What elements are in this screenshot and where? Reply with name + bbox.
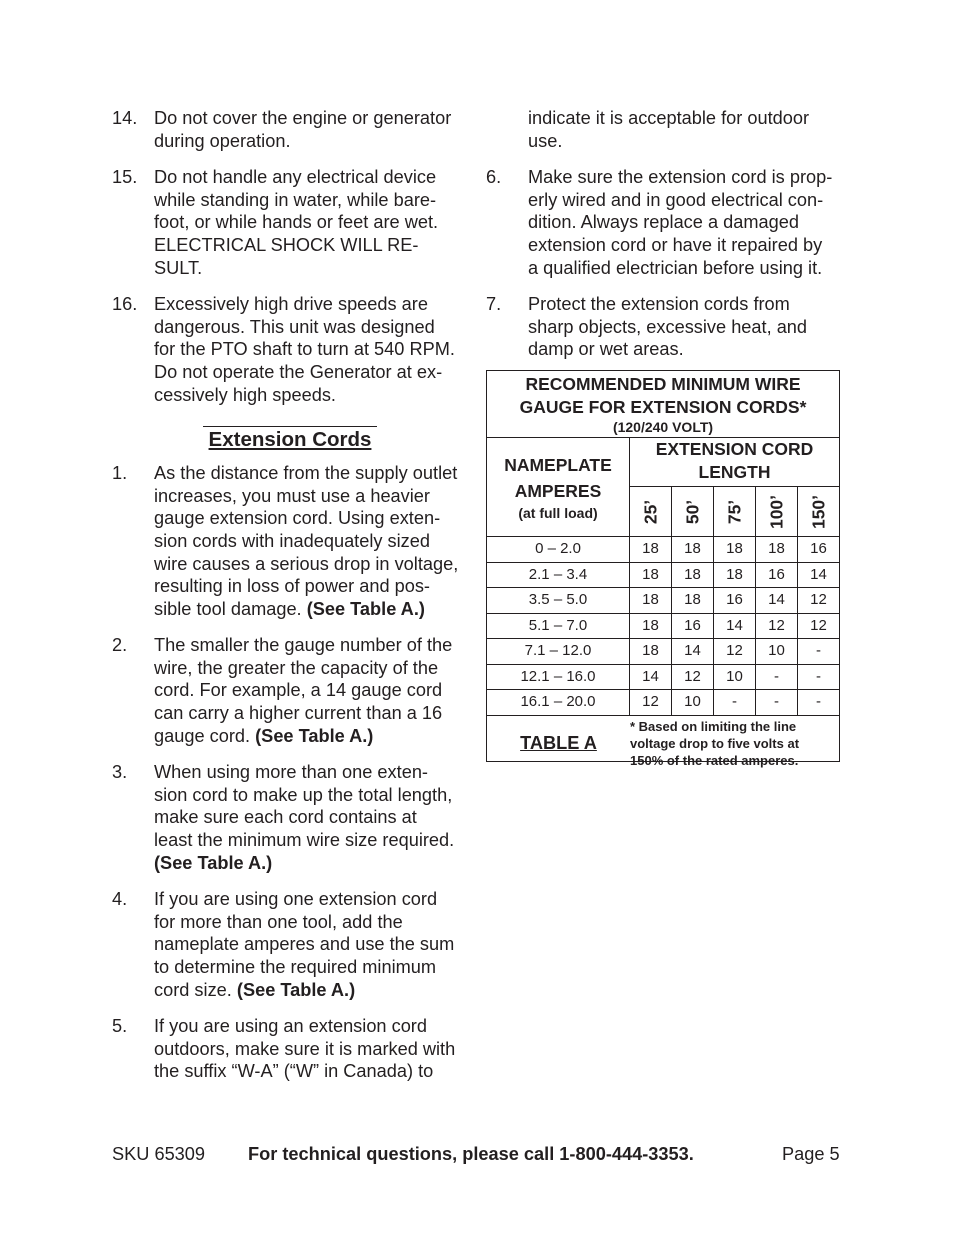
text-line: indicate it is acceptable for outdoor [528, 108, 810, 128]
gauge-cell: 18 [714, 563, 756, 588]
gauge-cell: 16 [756, 563, 798, 588]
length-columns [630, 487, 839, 536]
table-reference: (See Table A.) [236, 979, 356, 1000]
table-row [487, 690, 839, 716]
length-column-header [672, 487, 714, 536]
length-column-header [798, 487, 839, 536]
text-line: increases, you must use a heavier [154, 485, 430, 506]
safety-list [112, 107, 472, 406]
table-title [487, 371, 839, 438]
length-label: 75’ [724, 499, 744, 524]
gauge-cell: 18 [756, 537, 798, 562]
gauge-values [630, 690, 839, 715]
table-label: TABLE A [520, 732, 597, 753]
amperage-range: 5.1 – 7.0 [487, 614, 630, 639]
text-line: cord size. [154, 979, 232, 1000]
item-text [154, 888, 472, 1001]
text-line: gauge cord. [154, 725, 251, 746]
text-line: outdoors, make sure it is marked with [154, 1038, 456, 1059]
item-number: 3. [112, 762, 128, 783]
gauge-cell: 16 [810, 540, 827, 557]
item-text [154, 634, 472, 747]
list-item [112, 1015, 472, 1083]
table-row [487, 639, 839, 665]
gauge-cell: 16 [714, 588, 756, 613]
extension-cord-list [112, 462, 472, 1083]
footer-sku: SKU 65309 [112, 1144, 206, 1164]
gauge-cell: - [816, 642, 821, 659]
item-number: 6. [486, 167, 502, 188]
text-line: foot, or while hands or feet are wet. [154, 212, 439, 233]
amperage-range: 2.1 – 3.4 [487, 563, 630, 588]
footnote-line: * Based on limiting the line [630, 718, 797, 734]
gauge-cell: 18 [630, 563, 672, 588]
gauge-cell: - [816, 693, 821, 710]
full-load-label: (at full load) [518, 505, 598, 521]
footnote-line: 150% of the rated amperes. [630, 752, 799, 768]
text-line-with-ref [154, 598, 472, 621]
list-item [112, 293, 472, 406]
table-row [487, 665, 839, 691]
text-line: dangerous. This unit was designed [154, 316, 435, 337]
extension-cord-list-continued [486, 166, 842, 361]
gauge-cell: 18 [714, 537, 756, 562]
gauge-cell: 12 [810, 616, 827, 634]
list-item [486, 293, 842, 361]
length-label: 25’ [640, 499, 660, 524]
item-text [154, 462, 472, 620]
gauge-cell: 18 [672, 588, 714, 613]
gauge-cell: 14 [810, 565, 827, 583]
length-caption-line: EXTENSION CORD [655, 439, 814, 459]
gauge-cell: 10 [672, 690, 714, 715]
text-line: As the distance from the supply outlet [154, 463, 458, 484]
table-reference: (See Table A.) [255, 725, 374, 746]
continued-text [486, 107, 842, 152]
nameplate-label: NAMEPLATE [504, 455, 612, 475]
gauge-cell: 12 [810, 591, 827, 608]
item-text [154, 761, 472, 874]
text-line-with-ref [154, 725, 472, 748]
table-row [487, 537, 839, 563]
gauge-values [630, 665, 839, 690]
gauge-values [630, 563, 839, 588]
text-line: When using more than one exten- [154, 762, 428, 783]
text-line: The smaller the gauge number of the [154, 635, 453, 656]
gauge-cell: - [756, 690, 798, 715]
amperage-range: 0 – 2.0 [487, 537, 630, 562]
text-line: make sure each cord contains at [154, 807, 417, 828]
gauge-cell: 14 [672, 639, 714, 664]
gauge-values [630, 639, 839, 664]
table-row [487, 614, 839, 640]
text-line: nameplate amperes and use the sum [154, 934, 455, 955]
text-line: during operation. [154, 130, 291, 151]
item-text [154, 1015, 472, 1083]
length-label: 150’ [808, 494, 828, 529]
item-number: 14. [112, 108, 138, 128]
table-row [487, 588, 839, 614]
text-line: while standing in water, while bare- [154, 189, 437, 210]
length-caption-line: LENGTH [698, 462, 771, 482]
list-item [486, 166, 842, 279]
text-line: the suffix “W-A” (“W” in Canada) to [154, 1061, 434, 1082]
item-number: 2. [112, 635, 128, 656]
text-line: sharp objects, excessive heat, and [528, 316, 808, 337]
gauge-cell: 10 [756, 639, 798, 664]
length-caption [630, 438, 839, 487]
text-line: sion cord to make up the total length, [154, 784, 453, 805]
text-line: can carry a higher current than a 16 [154, 703, 443, 724]
gauge-cell: 16 [672, 614, 714, 639]
list-item [112, 761, 472, 874]
table-body [487, 537, 839, 716]
text-line: If you are using an extension cord [154, 1016, 427, 1037]
table-footer [487, 716, 839, 770]
list-item [112, 107, 472, 152]
length-label: 100’ [766, 494, 786, 529]
length-column-header [756, 487, 798, 536]
text-line: Do not operate the Generator at ex- [154, 361, 443, 382]
length-label: 50’ [682, 499, 702, 524]
item-text [154, 293, 472, 406]
table-header [487, 438, 839, 537]
length-header [630, 438, 839, 536]
text-line: SULT. [154, 257, 203, 278]
text-line: Do not cover the engine or generator [154, 108, 452, 128]
text-line: damp or wet areas. [528, 339, 684, 360]
wire-gauge-table [486, 370, 840, 768]
gauge-cell: 10 [714, 665, 756, 690]
table-reference: (See Table A.) [154, 852, 273, 873]
gauge-cell: - [816, 667, 821, 685]
text-line: for more than one tool, add the [154, 911, 403, 932]
text-line: wire, the greater the capacity of the [154, 657, 439, 678]
item-text [528, 166, 842, 279]
text-line-with-ref [154, 979, 472, 1002]
text-line: cord. For example, a 14 gauge cord [154, 680, 443, 701]
left-column [112, 107, 472, 1097]
gauge-cell: 12 [756, 614, 798, 639]
section-heading: Extension Cords [203, 426, 377, 452]
item-number: 1. [112, 463, 128, 484]
gauge-values [630, 537, 839, 562]
amperage-range: 12.1 – 16.0 [487, 665, 630, 690]
text-line: wire causes a serious drop in voltage, [154, 553, 459, 574]
text-line: least the minimum wire size required. [154, 830, 455, 851]
nameplate-header [487, 438, 630, 536]
item-number: 15. [112, 167, 138, 188]
text-line: erly wired and in good electrical con- [528, 189, 824, 210]
text-line: to determine the required minimum [154, 957, 437, 977]
amperage-range: 7.1 – 12.0 [487, 639, 630, 664]
text-line: sible tool damage. [154, 598, 302, 619]
item-text [154, 166, 472, 279]
text-line: gauge extension cord. Using exten- [154, 508, 441, 529]
footnote-line: voltage drop to five volts at [630, 735, 800, 751]
gauge-cell: 12 [672, 665, 714, 690]
gauge-cell: 14 [630, 665, 672, 690]
table-title-line: RECOMMENDED MINIMUM WIRE [525, 374, 801, 394]
gauge-cell: 18 [630, 588, 672, 613]
table-reference: (See Table A.) [306, 598, 425, 619]
gauge-cell: 18 [630, 614, 672, 639]
amperage-range: 16.1 – 20.0 [487, 690, 630, 715]
text-line: Do not handle any electrical device [154, 167, 437, 188]
text-line: dition. Always replace a damaged [528, 212, 799, 233]
text-line: resulting in loss of power and pos- [154, 576, 430, 597]
gauge-cell: 18 [630, 537, 672, 562]
gauge-cell: 18 [672, 563, 714, 588]
item-number: 4. [112, 889, 128, 910]
gauge-cell: 14 [714, 614, 756, 639]
item-number: 16. [112, 294, 138, 315]
list-item [112, 634, 472, 747]
gauge-cell: 12 [714, 639, 756, 664]
text-line: Protect the extension cords from [528, 294, 790, 315]
item-text [528, 293, 842, 361]
table-title-line: GAUGE FOR EXTENSION CORDS* [519, 397, 807, 417]
gauge-cell: - [714, 690, 756, 715]
item-number: 7. [486, 294, 502, 315]
footer-contact: For technical questions, please call 1-800-444-3353. [248, 1144, 694, 1164]
gauge-cell: 18 [672, 537, 714, 562]
text-line: cessively high speeds. [154, 384, 336, 405]
amperes-label: AMPERES [514, 481, 602, 501]
gauge-cell: - [756, 665, 798, 690]
table-voltage-note: (120/240 VOLT) [612, 419, 714, 435]
gauge-values [630, 588, 839, 613]
gauge-cell: 18 [630, 639, 672, 664]
length-column-header [714, 487, 756, 536]
length-column-header [630, 487, 672, 536]
list-item [112, 462, 472, 620]
text-line: sion cords with inadequately sized [154, 530, 431, 551]
text-line: a qualified electrician before using it. [528, 257, 823, 278]
text-line: ELECTRICAL SHOCK WILL RE- [154, 234, 419, 255]
list-item [112, 888, 472, 1001]
item-number: 5. [112, 1016, 128, 1037]
text-line: extension cord or have it repaired by [528, 234, 823, 255]
footer-page-number: Page 5 [782, 1144, 840, 1164]
text-line: Make sure the extension cord is prop- [528, 167, 833, 188]
gauge-values [630, 614, 839, 639]
text-line: for the PTO shaft to turn at 540 RPM. [154, 339, 455, 360]
gauge-cell: 14 [756, 588, 798, 613]
table-footnote [630, 716, 839, 770]
text-line: If you are using one extension cord [154, 889, 438, 910]
text-line: Excessively high drive speeds are [154, 294, 428, 315]
amperage-range: 3.5 – 5.0 [487, 588, 630, 613]
table-row [487, 563, 839, 589]
item-text [154, 107, 472, 152]
gauge-cell: 12 [630, 690, 672, 715]
text-line: use. [528, 130, 563, 151]
right-column [486, 107, 842, 375]
list-item [112, 166, 472, 279]
